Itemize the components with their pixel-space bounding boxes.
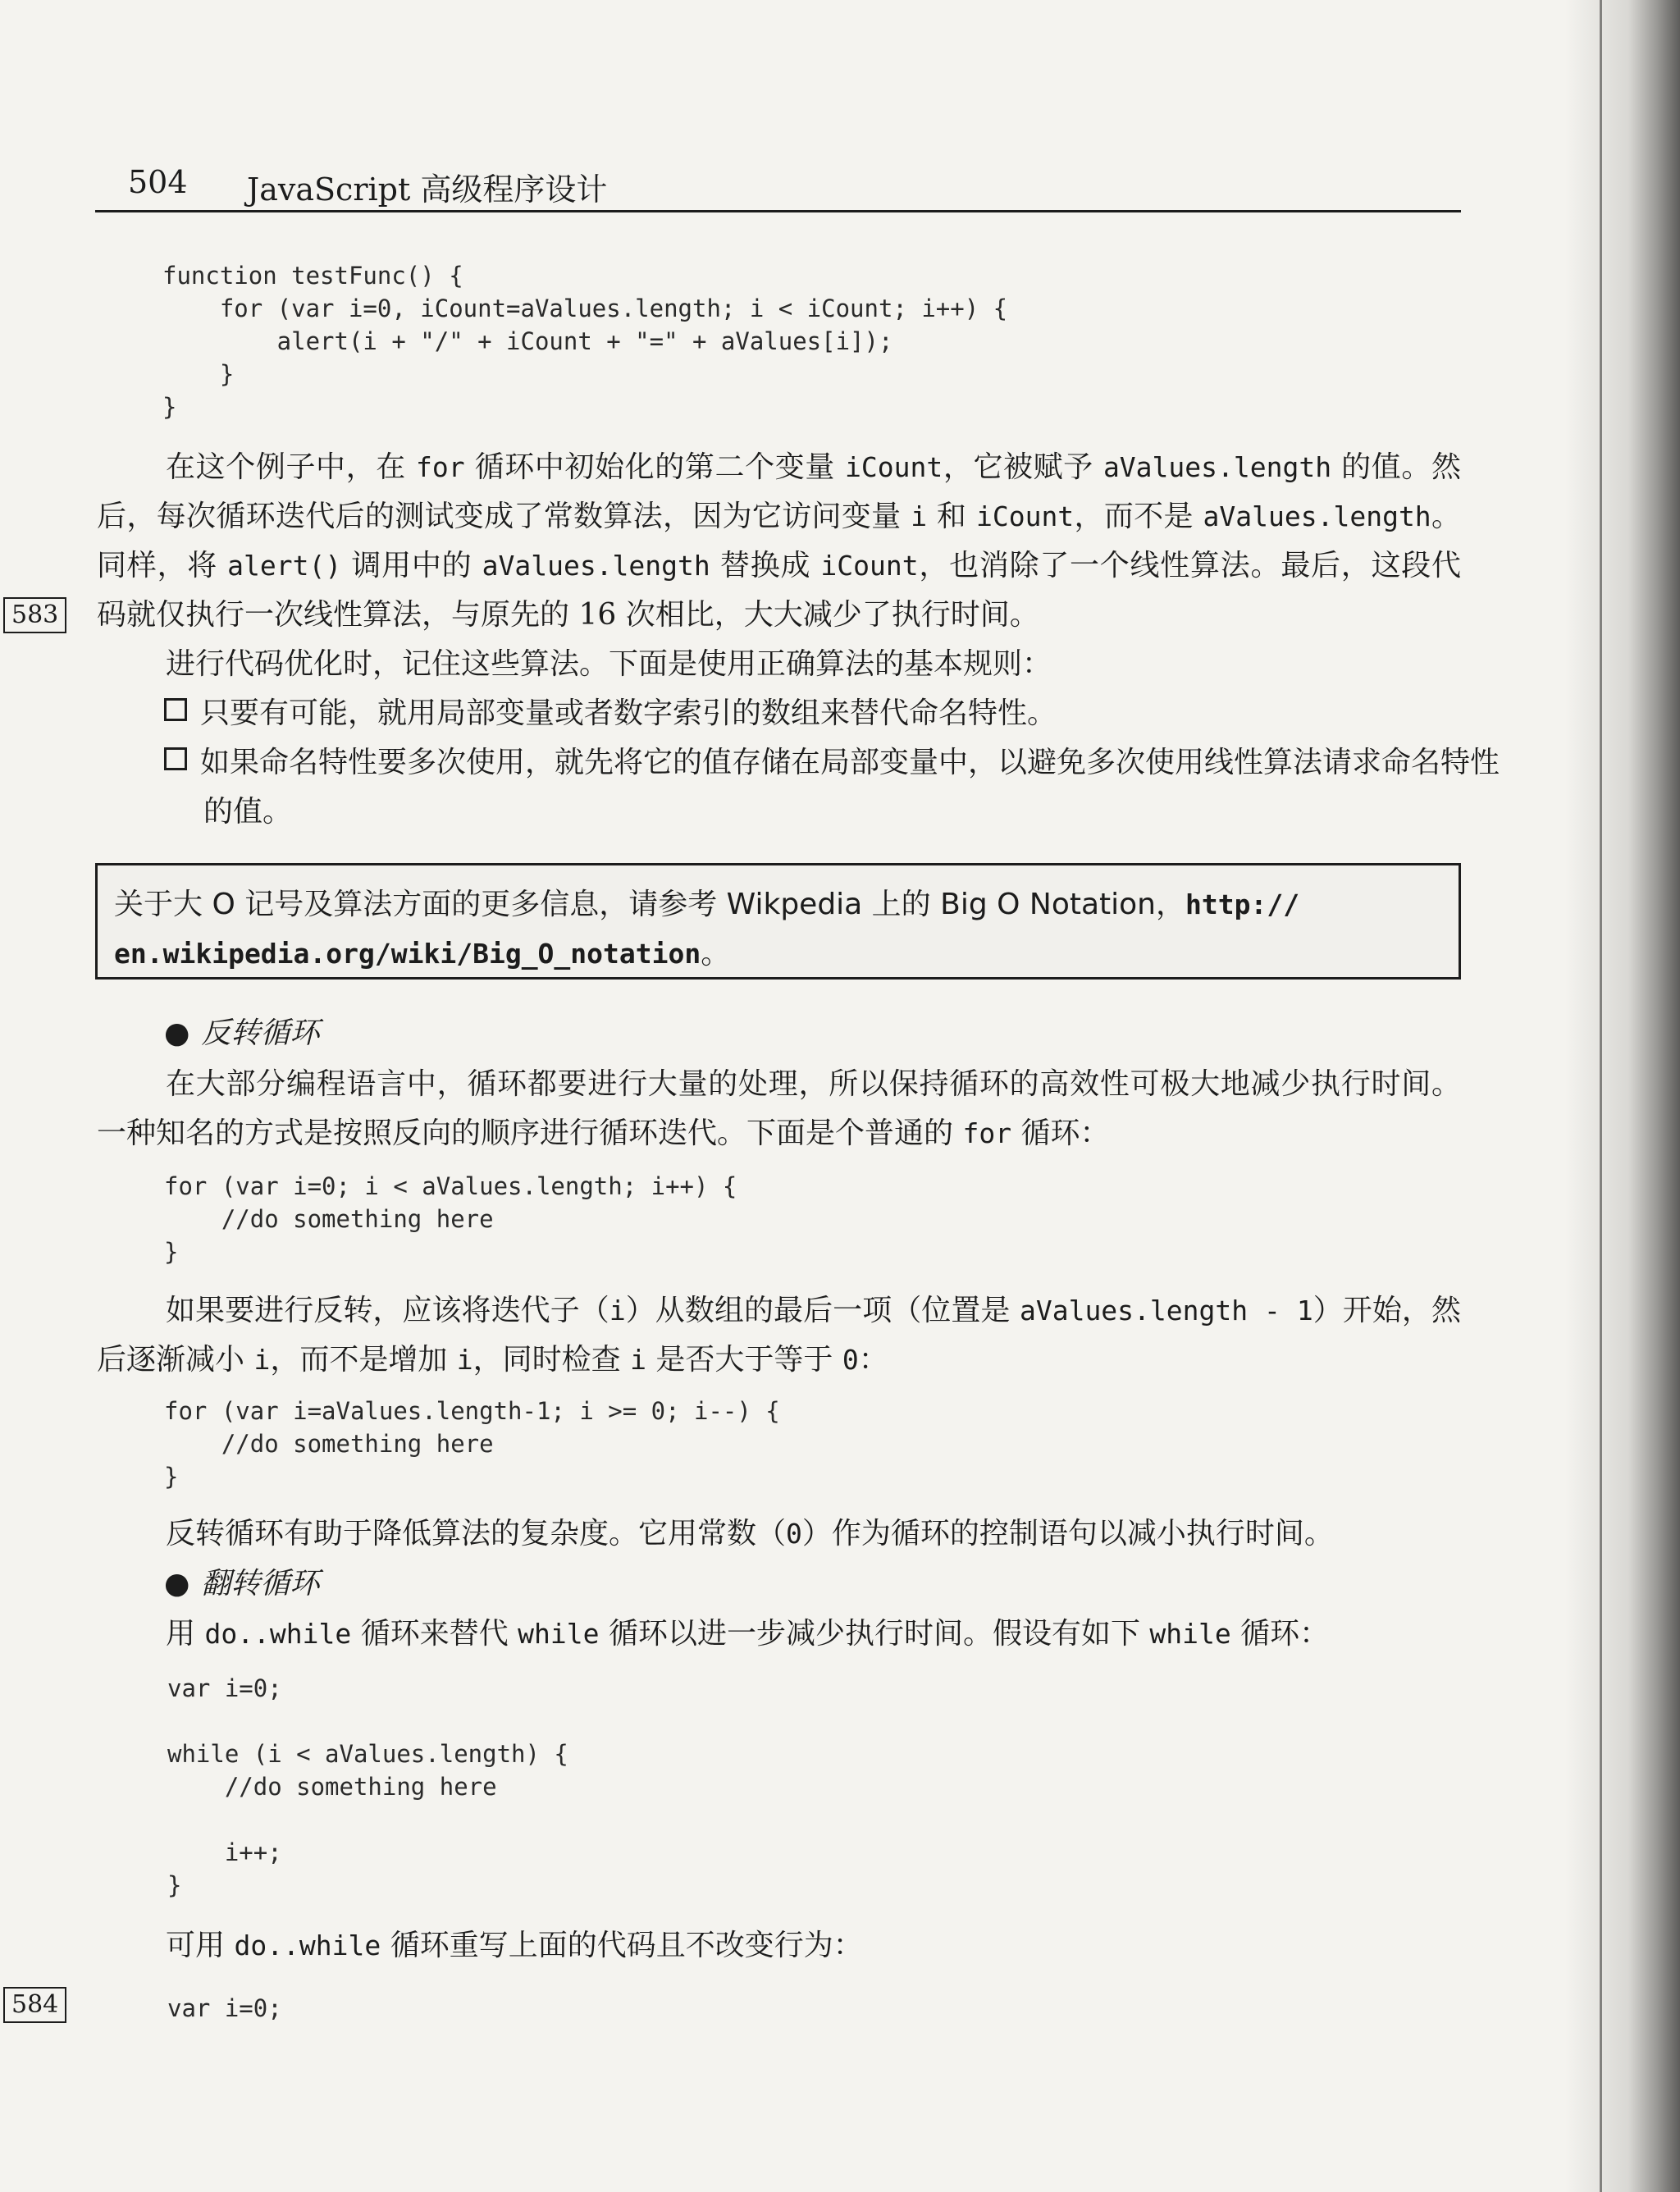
paragraph-reverse-intro: 在大部分编程语言中，循环都要进行大量的处理，所以保持循环的高效性可极大地减少执行时间。一种知名的方式是按照反向的顺序进行循环迭代。下面是个普通的 for 循环： bbox=[97, 1067, 1461, 1150]
paragraph-reverse-explain: 如果要进行反转，应该将迭代子（i）从数组的最后一项（位置是 aValues.length - 1）开始，然后逐渐减小 i，而不是增加 i，同时检查 i 是否大于等于 0： bbox=[97, 1294, 1461, 1377]
paragraph-rules-intro: 进行代码优化时，记住这些算法。下面是使用正确算法的基本规则： bbox=[166, 647, 1052, 681]
page-edge-shadow bbox=[1565, 0, 1680, 2192]
book-title: JavaScript 高级程序设计 bbox=[247, 171, 608, 208]
section-heading-flip-loop: ● 翻转循环 bbox=[164, 1567, 320, 1601]
paragraph-flip-intro: 用 do..while 循环来替代 while 循环以进一步减少执行时间。假设有如下 while 循环： bbox=[166, 1617, 1330, 1651]
paragraph-reverse-summary: 反转循环有助于降低算法的复杂度。它用常数（0）作为循环的控制语句以减小执行时间。 bbox=[166, 1517, 1334, 1550]
list-item: 只要有可能，就用局部变量或者数字索引的数组来替代命名特性。 bbox=[164, 689, 1460, 738]
code-block-reverse-loop: for (var i=aValues.length-1; i >= 0; i--) { //do something here } bbox=[164, 1397, 780, 1491]
bullet-dot-icon: ● bbox=[164, 1567, 190, 1601]
list-item: 如果命名特性要多次使用，就先将它的值存储在局部变量中，以避免多次使用线性算法请求命名特性的值。 bbox=[164, 738, 1500, 837]
code-block-for-loop: for (var i=0; i < aValues.length; i++) { //do something here } bbox=[164, 1172, 737, 1266]
page-edge-line bbox=[1600, 0, 1602, 2192]
checkbox-bullet-icon bbox=[164, 698, 187, 721]
code-block-testfunc: function testFunc() { for (var i=0, iCount=aValues.length; i < iCount; i++) { alert(i + "/" + iCount + "=" + aValues[i]); } } bbox=[162, 262, 1008, 421]
paragraph-do-while: 可用 do..while 循环重写上面的代码且不改变行为： bbox=[166, 1929, 863, 1962]
bullet-dot-icon: ● bbox=[164, 1016, 190, 1050]
page-number: 504 bbox=[128, 164, 188, 200]
running-header bbox=[95, 164, 1461, 210]
margin-page-ref: 583 bbox=[3, 597, 66, 633]
note-url: http:// bbox=[1185, 888, 1300, 920]
margin-page-ref: 584 bbox=[3, 1987, 66, 2023]
section-heading-reverse-loop: ● 反转循环 bbox=[164, 1016, 320, 1050]
note-url-cont: en.wikipedia.org/wiki/Big_O_notation bbox=[114, 938, 701, 970]
paragraph-explanation: 在这个例子中，在 for 循环中初始化的第二个变量 iCount，它被赋予 aValues.length 的值。然后，每次循环迭代后的测试变成了常数算法，因为它访问变量 i 和 iCount，而不是 aValues.length。同样，将 alert() 调用中的 aValues.length 替换成 iCount，也消除了一个线性算法。最后，这段代码就仅执行一次线性算法，与原先的 16 次相比，大大减少了执行时间。 bbox=[97, 450, 1462, 632]
header-rule bbox=[95, 210, 1461, 212]
checkbox-bullet-icon bbox=[164, 747, 187, 770]
note-text: 关于大 O 记号及算法方面的更多信息，请参考 Wikpedia 上的 Big O Notation，http:// en.wikipedia.org/wiki/Big_O_notation。 bbox=[114, 888, 1300, 970]
code-block-var: var i=0; bbox=[167, 1994, 282, 2022]
note-box bbox=[95, 863, 1461, 980]
code-block-while-loop: var i=0; while (i < aValues.length) { //do something here i++; } bbox=[167, 1674, 568, 1899]
